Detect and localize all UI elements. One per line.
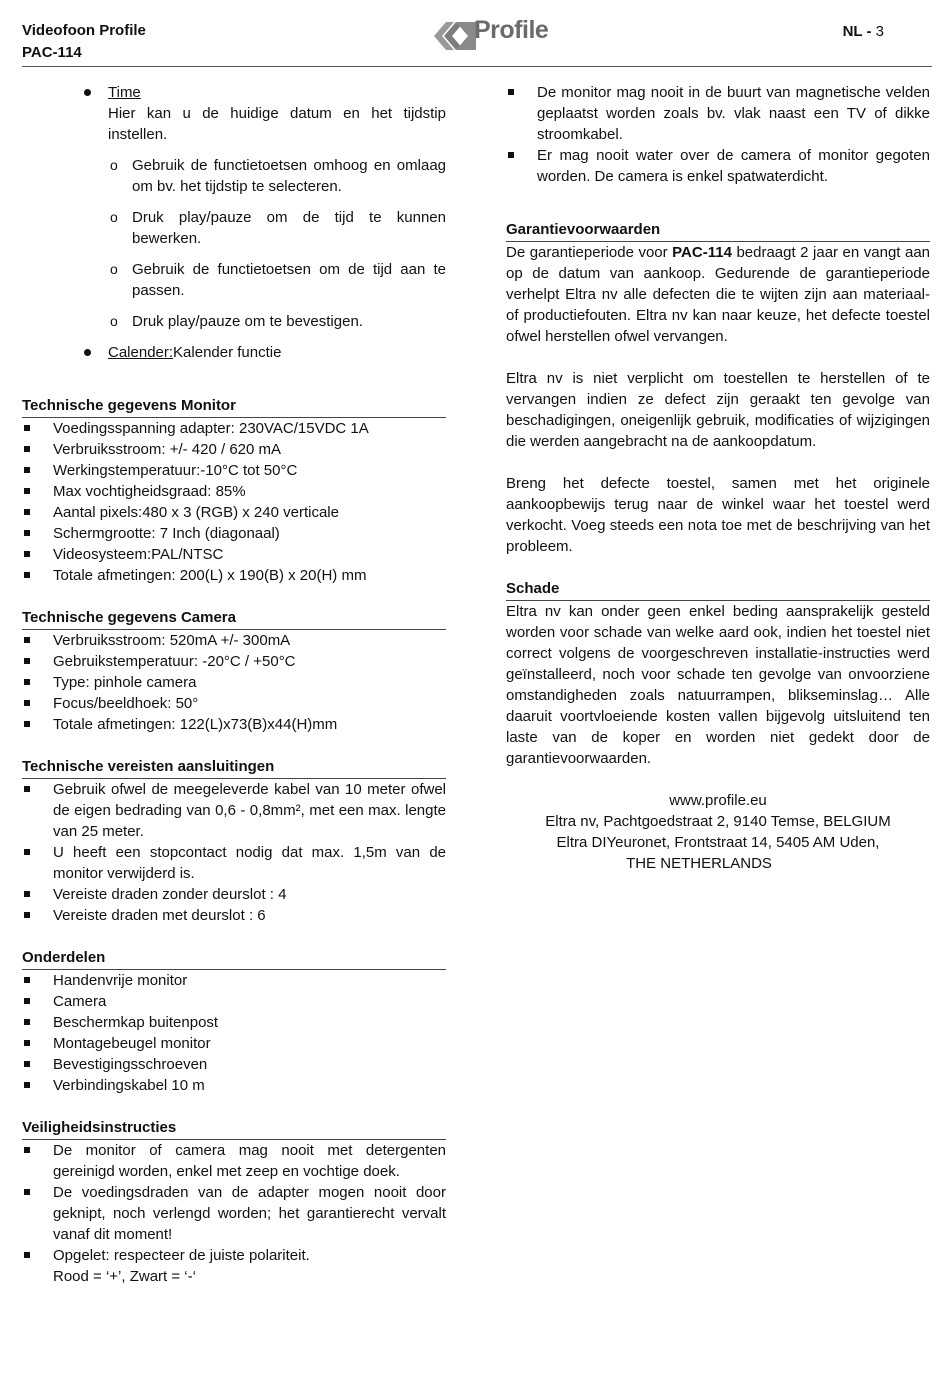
calendar-option	[22, 342, 446, 363]
list-item: Totale afmetingen: 122(L)x73(B)x44(H)mm	[22, 714, 446, 735]
time-option	[22, 82, 446, 332]
website-link[interactable]: www.profile.eu	[669, 792, 767, 809]
address-country: THE NETHERLANDS	[626, 855, 772, 872]
camera-specs-title: Technische gegevens Camera	[22, 607, 446, 630]
list-item: Schermgrootte: 7 Inch (diagonaal)	[22, 523, 446, 544]
list-item: Voedingsspanning adapter: 230VAC/15VDC 1A	[22, 418, 446, 439]
address-belgium: Eltra nv, Pachtgoedstraat 2, 9140 Temse, BELGIUM	[545, 813, 891, 830]
warranty-paragraph-2: Eltra nv is niet verplicht om toestellen te herstellen of te vervangen indien ze defect zijn geraakt ten gevolge van beschadigingen, oneigenlijk gebruik, modificaties of wijzigingen die werden aangebracht na de aankoopdatum.	[506, 370, 930, 450]
document-title: Videofoon Profile	[22, 22, 146, 39]
list-item: De monitor mag nooit in de buurt van magnetische velden geplaatst worden zoals bv. vlak naast een TV of dikke stroomkabel.	[506, 82, 930, 145]
list-item: Focus/beeldhoek: 50°	[22, 693, 446, 714]
parts-list	[22, 970, 446, 1096]
page-number: 3	[875, 23, 884, 40]
left-column	[22, 82, 446, 1287]
time-step: o Druk play/pauze om de tijd te kunnen bewerken.	[108, 207, 446, 249]
warranty-intro: De garantieperiode voor	[506, 244, 673, 261]
damage-paragraph: Eltra nv kan onder geen enkel beding aansprakelijk gesteld worden voor schade van welke aard ook, indien het toestel niet correct volgens de voorgeschreven installatie-instructies werd geïnstalleerd, noch voor schade ten gevolge van onvoorziene omstandigheden zoals natuurrampen, blikseminslag… Alle daaruit voortvloeiende kosten vallen bijgevolg uitsluitend ten laste van de koper en worden niet gedekt door de garantievoorwaarden.	[506, 603, 930, 767]
list-item: Gebruik ofwel de meegeleverde kabel van 10 meter ofwel de eigen bedrading van 0,6 - 0,8mm², met een max. lengte van 25 meter.	[22, 779, 446, 842]
time-step: o Druk play/pauze om te bevestigen.	[108, 311, 446, 332]
list-item: Totale afmetingen: 200(L) x 190(B) x 20(H) mm	[22, 565, 446, 586]
page-header	[22, 16, 932, 67]
language-code: NL -	[842, 23, 872, 40]
list-item: Vereiste draden met deurslot : 6	[22, 905, 446, 926]
safety-list	[22, 1140, 446, 1287]
list-item: Gebruikstemperatuur: -20°C / +50°C	[22, 651, 446, 672]
list-item: De monitor of camera mag nooit met detergenten gereinigd worden, enkel met zeep en vochtige doek.	[22, 1140, 446, 1182]
list-item: U heeft een stopcontact nodig dat max. 1,5m van de monitor verwijderd is.	[22, 842, 446, 884]
address-netherlands: Eltra DIYeuronet, Frontstraat 14, 5405 AM Uden,	[556, 834, 880, 851]
connections-list	[22, 779, 446, 926]
list-item: Type: pinhole camera	[22, 672, 446, 693]
warranty-paragraph-3: Breng het defecte toestel, samen met het originele aankoopbewijs terug naar de winkel waar het toestel werd verkocht. Voeg steeds een nota toe met de beschrijving van het probleem.	[506, 475, 930, 555]
contact-block	[506, 790, 930, 874]
time-step: o Gebruik de functietoetsen omhoog en omlaag om bv. het tijdstip te selecteren.	[108, 155, 446, 197]
right-column	[506, 82, 930, 874]
list-item: Werkingstemperatuur:-10°C tot 50°C	[22, 460, 446, 481]
logo-wordmark: Profile	[474, 16, 549, 44]
parts-title: Onderdelen	[22, 947, 446, 970]
logo-mark-icon	[432, 16, 478, 56]
menu-options-list	[22, 82, 446, 363]
connections-title: Technische vereisten aansluitingen	[22, 756, 446, 779]
camera-specs-list	[22, 630, 446, 735]
profile-logo	[432, 10, 562, 60]
list-item: Er mag nooit water over de camera of monitor gegoten worden. De camera is enkel spatwaterdicht.	[506, 145, 930, 187]
warranty-terms: bedraagt 2 jaar en vangt aan op de datum van aankoop. Gedurende de garantieperiode verhelpt Eltra nv alle defecten die te wijten zijn aan materiaal- of productiefouten. Eltra nv kan naar keuze, het defecte toestel ofwel herstellen ofwel vervangen.	[506, 244, 930, 345]
monitor-specs-title: Technische gegevens Monitor	[22, 395, 446, 418]
safety-title: Veiligheidsinstructies	[22, 1117, 446, 1140]
calendar-description: Kalender functie	[173, 344, 282, 361]
page-indicator	[843, 21, 884, 42]
list-item: Verbruiksstroom: +/- 420 / 620 mA	[22, 439, 446, 460]
model-number: PAC-114	[22, 44, 82, 61]
warranty-title: Garantievoorwaarden	[506, 219, 930, 242]
safety-list-continued	[506, 82, 930, 187]
list-item: Aantal pixels:480 x 3 (RGB) x 240 verticale	[22, 502, 446, 523]
bullet-dot-icon	[84, 349, 91, 356]
time-description: Hier kan u de huidige datum en het tijdstip instellen.	[108, 105, 446, 143]
damage-title: Schade	[506, 578, 930, 601]
time-step: o Gebruik de functietoetsen om de tijd aan te passen.	[108, 259, 446, 301]
list-item: De voedingsdraden van de adapter mogen nooit door geknipt, noch verlengd worden; het garantierecht vervalt vanaf dit moment!	[22, 1182, 446, 1245]
list-item: Handenvrije monitor	[22, 970, 446, 991]
bullet-dot-icon	[84, 89, 91, 96]
polarity-colors: Rood = ‘+’, Zwart = ‘-‘	[53, 1268, 196, 1285]
list-item	[22, 1245, 446, 1287]
list-item: Montagebeugel monitor	[22, 1033, 446, 1054]
list-item: Camera	[22, 991, 446, 1012]
list-item: Max vochtigheidsgraad: 85%	[22, 481, 446, 502]
warranty-paragraph-1	[506, 242, 930, 347]
warranty-model: PAC-114	[672, 244, 732, 261]
time-label: Time	[108, 84, 141, 101]
list-item: Videosysteem:PAL/NTSC	[22, 544, 446, 565]
list-item: Bevestigingsschroeven	[22, 1054, 446, 1075]
list-item: Verbindingskabel 10 m	[22, 1075, 446, 1096]
monitor-specs-list	[22, 418, 446, 586]
list-item: Vereiste draden zonder deurslot : 4	[22, 884, 446, 905]
list-item: Beschermkap buitenpost	[22, 1012, 446, 1033]
calendar-label: Calender:	[108, 344, 174, 361]
time-steps	[108, 155, 446, 332]
list-item: Verbruiksstroom: 520mA +/- 300mA	[22, 630, 446, 651]
polarity-warning: Opgelet: respecteer de juiste polariteit.	[53, 1247, 310, 1264]
